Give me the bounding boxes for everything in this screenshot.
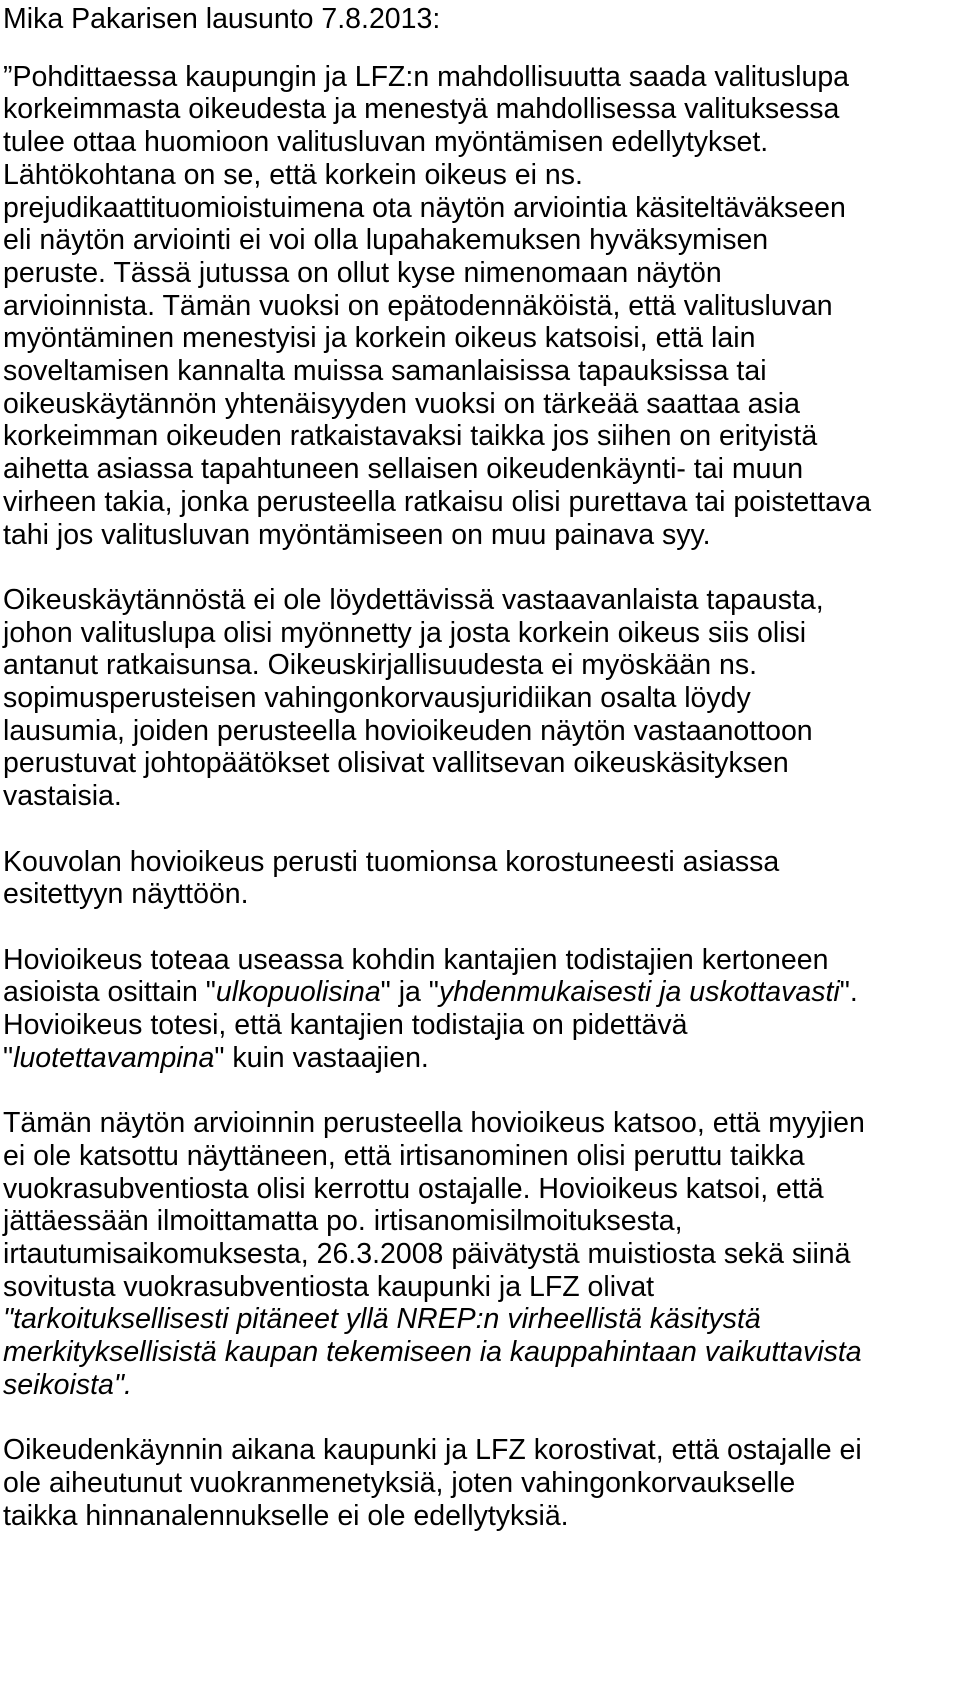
text-segment: johon valituslupa olisi myönnetty ja josta korkein oikeus siis olisi xyxy=(3,616,807,649)
italic-text: seikoista". xyxy=(3,1368,132,1401)
text-segment: korkeimmasta oikeudesta ja menestyä mahdollisessa valituksessa xyxy=(3,93,840,126)
text-line xyxy=(3,1434,958,1467)
text-line xyxy=(3,159,958,192)
text-segment: asioista osittain " xyxy=(3,976,216,1009)
paragraph-list xyxy=(3,61,958,1533)
text-line xyxy=(3,1303,958,1336)
italic-text: luotettavampina xyxy=(13,1041,215,1074)
text-segment: virheen takia, jonka perusteella ratkaisu olisi purettava tai poistettava xyxy=(3,485,872,518)
text-segment: Tämän näytön arvioinnin perusteella hovioikeus katsoo, että myyjien xyxy=(3,1107,865,1140)
text-segment: ole aiheutunut vuokranmenetyksiä, joten vahingonkorvaukselle xyxy=(3,1466,796,1499)
document-heading: Mika Pakarisen lausunto 7.8.2013: xyxy=(3,3,441,35)
text-segment: sopimusperusteisen vahingonkorvausjuridiikan osalta löydy xyxy=(3,682,751,715)
text-line xyxy=(3,846,958,879)
text-segment: tulee ottaa huomioon valitusluvan myöntämisen edellytykset. xyxy=(3,126,769,159)
text-segment: vuokrasubventiosta olisi kerrottu ostajalle. Hovioikeus katsoi, että xyxy=(3,1172,824,1205)
text-segment: aihetta asiassa tapahtuneen sellaisen oikeudenkäynti- tai muun xyxy=(3,453,804,486)
text-segment: Lähtökohtana on se, että korkein oikeus ei ns. xyxy=(3,158,583,191)
text-line xyxy=(3,976,958,1009)
text-line xyxy=(3,1107,958,1140)
text-segment: peruste. Tässä jutussa on ollut kyse nimenomaan näytön xyxy=(3,256,722,289)
text-segment: sovitusta vuokrasubventiosta kaupunki ja LFZ olivat xyxy=(3,1270,655,1303)
text-line xyxy=(3,290,958,323)
text-line xyxy=(3,322,958,355)
text-line xyxy=(3,780,958,813)
text-line xyxy=(3,355,958,388)
text-segment: ei ole katsottu näyttäneen, että irtisanominen olisi peruttu taikka xyxy=(3,1139,805,1172)
text-segment: prejudikaattituomioistuimena ota näytön arviointia käsiteltäväkseen xyxy=(3,191,846,224)
text-segment: korkeimman oikeuden ratkaistavaksi taikka jos siihen on erityistä xyxy=(3,420,818,453)
text-segment: Hovioikeus toteaa useassa kohdin kantajien todistajien kertoneen xyxy=(3,943,829,976)
text-line xyxy=(3,682,958,715)
text-segment: irtautumisaikomuksesta, 26.3.2008 päivätystä muistiosta sekä siinä xyxy=(3,1237,851,1270)
text-line xyxy=(3,519,958,552)
italic-text: ulkopuolisina xyxy=(215,976,381,1009)
text-line xyxy=(3,878,958,911)
text-line xyxy=(3,1467,958,1500)
text-segment: eli näytön arviointi ei voi olla lupahakemuksen hyväksymisen xyxy=(3,224,769,257)
text-segment: tahi jos valitusluvan myöntämiseen on muu painava syy. xyxy=(3,518,711,551)
text-segment: Kouvolan hovioikeus perusti tuomionsa korostuneesti asiassa xyxy=(3,845,780,878)
text-line xyxy=(3,453,958,486)
text-segment: " xyxy=(3,1041,14,1074)
paragraph xyxy=(3,1434,958,1532)
text-line xyxy=(3,715,958,748)
text-line xyxy=(3,1500,958,1533)
text-line xyxy=(3,1238,958,1271)
text-line xyxy=(3,1009,958,1042)
text-line xyxy=(3,224,958,257)
text-segment: soveltamisen kannalta muissa samanlaisissa tapauksissa tai xyxy=(3,355,767,388)
text-segment: Oikeudenkäynnin aikana kaupunki ja LFZ korostivat, että ostajalle ei xyxy=(3,1434,862,1467)
text-line xyxy=(3,257,958,290)
text-segment: myöntäminen menestyisi ja korkein oikeus katsoisi, että lain xyxy=(3,322,756,355)
text-line xyxy=(3,192,958,225)
text-segment: vastaisia. xyxy=(3,780,122,813)
paragraph xyxy=(3,846,958,911)
text-line xyxy=(3,420,958,453)
text-segment: ". xyxy=(839,976,858,1009)
text-line xyxy=(3,1369,958,1402)
text-line xyxy=(3,93,958,126)
text-line xyxy=(3,1205,958,1238)
text-line xyxy=(3,486,958,519)
text-line xyxy=(3,388,958,421)
document-body xyxy=(3,3,958,1565)
text-line xyxy=(3,126,958,159)
italic-text: "tarkoituksellisesti pitäneet yllä NREP:n virheellistä käsitystä xyxy=(3,1303,761,1336)
text-line xyxy=(3,1042,958,1075)
text-line xyxy=(3,1271,958,1304)
text-line xyxy=(3,61,958,94)
text-segment: lausumia, joiden perusteella hovioikeuden näytön vastaanottoon xyxy=(3,714,813,747)
text-segment: " kuin vastaajien. xyxy=(214,1041,429,1074)
text-segment: arvioinnista. Tämän vuoksi on epätodennäköistä, että valitusluvan xyxy=(3,289,833,322)
paragraph xyxy=(3,944,958,1075)
text-line xyxy=(3,1336,958,1369)
text-segment: taikka hinnanalennukselle ei ole edellytyksiä. xyxy=(3,1499,569,1532)
paragraph xyxy=(3,1107,958,1401)
text-segment: Hovioikeus totesi, että kantajien todistajia on pidettävä xyxy=(3,1009,688,1042)
italic-text: yhdenmukaisesti ja uskottavasti xyxy=(438,976,840,1009)
text-segment: Oikeuskäytännöstä ei ole löydettävissä vastaavanlaista tapausta, xyxy=(3,583,824,616)
text-line xyxy=(3,649,958,682)
text-line xyxy=(3,944,958,977)
text-line xyxy=(3,584,958,617)
text-segment: perustuvat johtopäätökset olisivat vallitsevan oikeuskäsityksen xyxy=(3,747,789,780)
text-segment: antanut ratkaisunsa. Oikeuskirjallisuudesta ei myöskään ns. xyxy=(3,649,758,682)
text-segment: ”Pohdittaessa kaupungin ja LFZ:n mahdollisuutta saada valituslupa xyxy=(3,60,850,93)
text-segment: " ja " xyxy=(380,976,439,1009)
text-segment: jättäessään ilmoittamatta po. irtisanomisilmoituksesta, xyxy=(3,1205,683,1238)
paragraph xyxy=(3,584,958,813)
text-line xyxy=(3,1173,958,1206)
text-line xyxy=(3,747,958,780)
italic-text: merkityksellisistä kaupan tekemiseen ia kauppahintaan vaikuttavista xyxy=(3,1336,862,1369)
text-line xyxy=(3,1140,958,1173)
paragraph xyxy=(3,61,958,552)
text-segment: esitettyyn näyttöön. xyxy=(3,878,249,911)
text-line xyxy=(3,617,958,650)
text-segment: oikeuskäytännön yhtenäisyyden vuoksi on tärkeää saattaa asia xyxy=(3,387,800,420)
